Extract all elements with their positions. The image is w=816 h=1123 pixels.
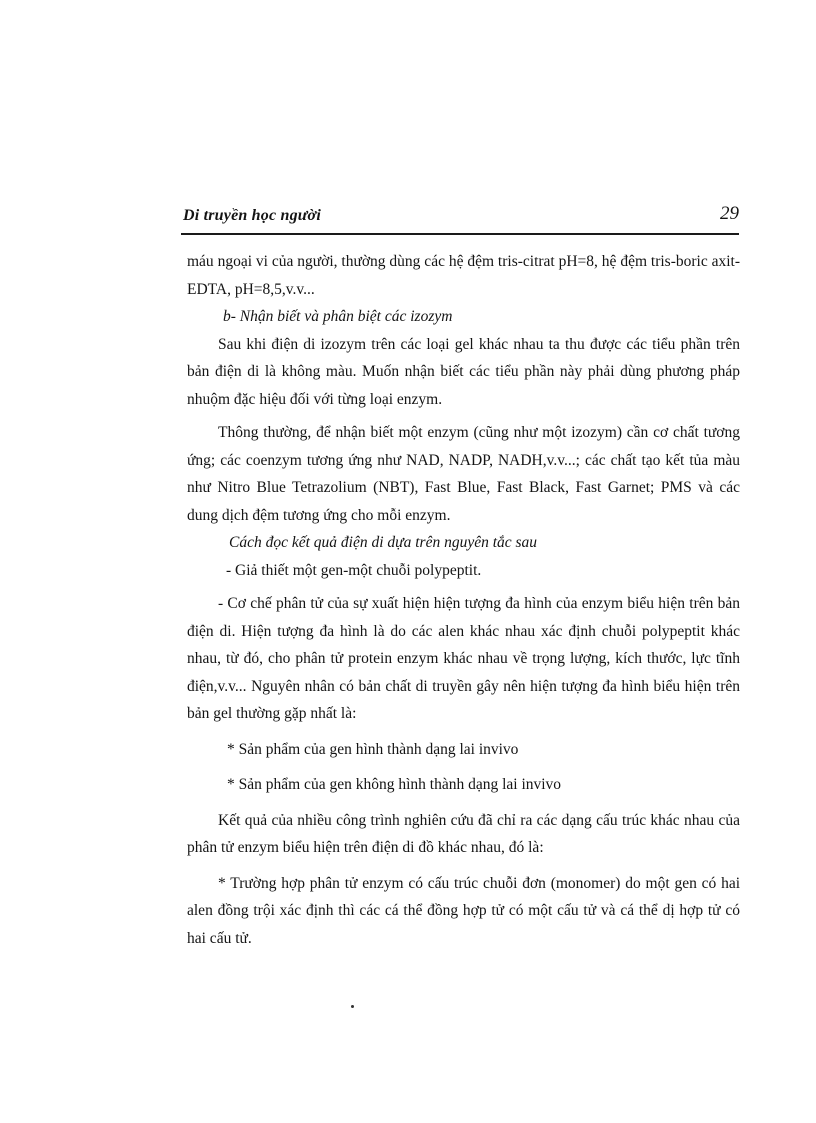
paragraph-continuation: máu ngoại vi của người, thường dùng các hệ đệm tris-citrat pH=8, hệ đệm tris-boric axit- EDTA, pH=8,5,v.v... [187,253,740,298]
list-item: - Giả thiết một gen-một chuỗi polypeptit. [226,561,482,579]
paragraph: Kết quả của nhiều công trình nghiên cứu đã chỉ ra các dạng cấu trúc khác nhau của phân tử enzym biểu hiện trên điện di đồ khác nhau, đó là: [187,811,740,856]
body-text [187,248,740,952]
subheading: Cách đọc kết quả điện di dựa trên nguyên tắc sau [229,534,538,551]
paragraph: - Cơ chế phân tử của sự xuất hiện hiện tượng đa hình của enzym biểu hiện trên bản điện di. Hiện tượng đa hình là do các alen khác nhau xác định chuỗi polypeptit khác nhau, từ đó, cho phân tử protein enzym khác nhau về trọng lượng, kích thước, lực tĩnh điện,v.v... Nguyên nhân có bản chất di truyền gây nên hiện tượng đa hình biểu hiện trên bản gel thường gặp nhất là: [187,595,740,722]
header-rule [181,233,739,235]
bullet-item: * Sản phẩm của gen hình thành dạng lai invivo [227,740,519,758]
bullet-item: * Sản phẩm của gen không hình thành dạng lai invivo [227,776,562,793]
scan-speck [351,1005,354,1008]
paragraph: Sau khi điện di izozym trên các loại gel khác nhau ta thu được các tiểu phần trên bản điện di là không màu. Muốn nhận biết các tiểu phần này phải dùng phương pháp nhuộm đặc hiệu đối với từng loại enzym. [187,335,740,408]
section-heading: b- Nhận biết và phân biệt các izozym [223,308,453,325]
paragraph: * Trường hợp phân tử enzym có cấu trúc chuỗi đơn (monomer) do một gen có hai alen đồng trội xác định thì các cá thể đồng hợp tử có một cấu tử và cá thể dị hợp tử có hai cấu tử. [187,874,740,947]
paragraph: Thông thường, để nhận biết một enzym (cũng như một izozym) cần cơ chất tương ứng; các coenzym tương ứng như NAD, NADP, NADH,v.v...; các chất tạo kết tủa màu như Nitro Blue Tetrazolium (NBT), Fast Blue, Fast Black, Fast Garnet; PMS và các dung dịch đệm tương ứng cho mỗi enzym. [187,424,740,524]
page-number: 29 [720,203,739,224]
running-header [183,201,739,231]
header-title: Di truyền học người [183,207,321,224]
